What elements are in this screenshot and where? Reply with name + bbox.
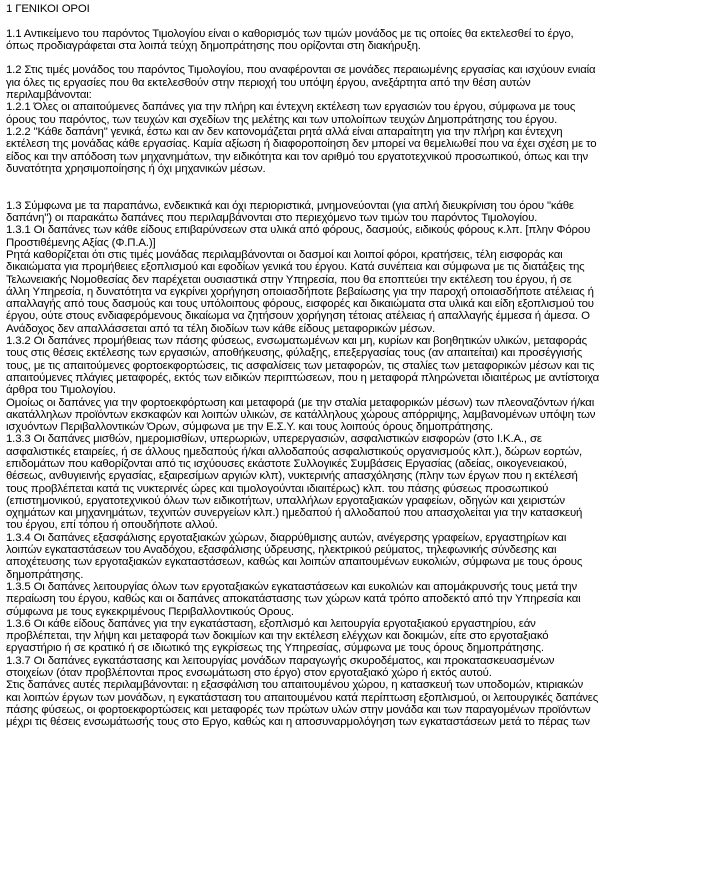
paragraph-1-2 [6, 64, 714, 175]
text-line: δικαιώματα για προμήθειες εξοπλισμού και εφοδίων γενικά του έργου. Κατά συνέπεια και σύμφωνα με τις διατάξεις της [6, 261, 585, 274]
text-line: 1.3.4 Οι δαπάνες εξασφάλισης εργοταξιακών χώρων, διαρρύθμισης αυτών, ανέγερσης γραφείων, εργαστηρίων και [6, 531, 567, 544]
spacer [6, 52, 714, 64]
text-line: 1.3.7 Οι δαπάνες εγκατάστασης και λειτουργίας μονάδων παραγωγής σκυροδέματος, και προκατασκευασμένων [6, 654, 555, 667]
text-line: 1.3.3 Οι δαπάνες μισθών, ημερομισθίων, υπερωριών, υπερεργασιών, ασφαλιστικών εισφορών (στο Ι.Κ.Α., σε [6, 433, 542, 446]
text-line: 1.3.5 Οι δαπάνες λειτουργίας όλων των εργοταξιακών εγκαταστάσεων και ευκολιών και απομάκρυνσής τους μετά την [6, 580, 577, 593]
text-line: του έργου, επί τόπου ή οπουδήποτε αλλού. [6, 519, 218, 532]
text-line: δημοπράτησης. [6, 568, 84, 581]
text-line: μέχρι τις θέσεις ενσωμάτωσής τους στο Εργο, καθώς και η αποσυναρμολόγηση των εγκαταστάσεων μετά το πέρας των [6, 716, 590, 729]
text-line: απαλλαγής από τους δασμούς και τους υπόλοιπους φόρους, εισφορές και δικαιώματα στα υλικά και είδη εξοπλισμού του [6, 298, 594, 311]
text-line: προβλέπεται, την λήψη και μεταφορά των δοκιμίων και την εκτέλεση ελέγχων και δοκιμών, είτε στο εργοταξιακό [6, 630, 549, 643]
text-line: ακατάλληλων προϊόντων εκσκαφών και λοιπών υλικών, σε κατάλληλους χώρους απόρριψης, λαμβανομένων υπόψη των [6, 408, 596, 421]
text-line: επιδομάτων που καθορίζονται από τις ισχύουσες εκάστοτε Συλλογικές Συμβάσεις Εργασίας (αδείας, οικογενειακού, [6, 457, 567, 470]
text-line: θέσεως, ανθυγιεινής εργασίας, εξαιρεσίμων αργιών κλπ), νυκτερινής απασχόλησης (πλην των έργων που η εκτέλεσή [6, 470, 578, 483]
text-line: είδος και την απόδοση των μηχανημάτων, την ειδικότητα και τον αριθμό του εργατοτεχνικού προσωπικού, όπως και την [6, 150, 589, 163]
text-line: περαίωση του έργου, καθώς και οι δαπάνες αποκατάστασης των χώρων κατά τρόπο αποδεκτό από την Υπηρεσία και [6, 593, 581, 606]
text-line: και λοιπών έργων των μονάδων, η εγκατάσταση του απαιτουμένου κατά περίπτωση εξοπλισμού, οι λειτουργικές δαπάνες [6, 691, 599, 704]
text-line: 1.3.1 Οι δαπάνες των κάθε είδους επιβαρύνσεων στα υλικά από φόρους, δασμούς, ειδικούς φόρους κ.λπ. [πλην Φόρου [6, 224, 591, 237]
text-line: πάσης φύσεως, οι φορτοεκφορτώσεις και μεταφορές των πρώτων υλών στην μονάδα και των παραγομένων προϊόντων [6, 703, 591, 716]
text-line: έργου, ούτε στους ενδιαφερόμενους δικαίωμα να ζητήσουν χορήγηση τέτοιας ατέλειας ή απαλλαγής έμμεσα ή άμεσα. Ο [6, 310, 590, 323]
text-line: 1.2 Στις τιμές μονάδος του παρόντος Τιμολογίου, που αναφέρονται σε μονάδες περαιωμένης εργασίας και ισχύουν ενιαία [6, 64, 596, 77]
text-line: λοιπών εγκαταστάσεων του Αναδόχου, εξασφάλισης ύδρευσης, ηλεκτρικού ρεύματος, τηλεφωνικής σύνδεσης και [6, 544, 557, 557]
section-heading: 1 ΓΕΝΙΚΟΙ ΟΡΟΙ [6, 3, 90, 15]
text-line: Ρητά καθορίζεται ότι στις τιμές μονάδας περιλαμβάνονται οι δασμοί και λοιποί φόροι, κρατήσεις, τέλη εισφοράς και [6, 248, 563, 261]
text-line: εκτέλεση της μονάδας κάθε εργασίας. Καμία αξίωση ή διαφοροποίηση δεν μπορεί να θεμελιωθεί που να έχει σχέση με το [6, 138, 597, 151]
spacer [6, 15, 714, 27]
text-line: όπως προδιαγράφεται στα λοιπά τεύχη δημοπράτησης που ορίζονται στη διακήρυξη. [6, 39, 421, 52]
text-line: περιλαμβάνονται: [6, 89, 92, 102]
text-line: Προστιθέμενης Αξίας (Φ.Π.Α.)] [6, 236, 156, 249]
text-line: Ανάδοχος δεν απαλλάσσεται από τα τέλη διοδίων των κάθε είδους μεταφορικών μέσων. [6, 322, 436, 335]
paragraph-1-3 [6, 200, 714, 729]
text-line: οχημάτων και μηχανημάτων, τεχνιτών συνεργείων κλπ.) ημεδαπού ή αλλοδαπού που απασχολείται για την κατασκευή [6, 507, 583, 520]
text-line: (επιστημονικού, εργατοτεχνικού όλων των ειδικοτήτων, υπαλλήλων εργοταξιακών γραφείων, οδηγών και χειριστών [6, 494, 565, 507]
text-line: τους, με τις απαιτούμενες φορτοεκφορτώσεις, τις ασφαλίσεις των μεταφορών, τις σταλίες των μεταφορικών μέσων και τις [6, 359, 595, 372]
text-line: στοιχείων (όταν προβλέπονται προς ενσωμάτωση στο έργο) στον εργοταξιακό χώρο ή εκτός αυτού. [6, 667, 492, 680]
text-line: άλλη Υπηρεσία, η δυνατότητα να εγκρίνει χορήγηση οποιασδήποτε βεβαίωσης για την παροχή οποιασδήποτε ατέλειας ή [6, 285, 594, 298]
text-line: 1.3 Σύμφωνα με τα παραπάνω, ενδεικτικά και όχι περιοριστικά, μνημονεύονται (για απλή διευκρίνιση του όρου "κάθε [6, 199, 574, 212]
text-line: τους στις θέσεις εκτέλεσης των εργασιών, αποθήκευσης, φύλαξης, επεξεργασίας τους (αν απαιτείται) και προσέγγισής [6, 347, 583, 360]
text-line: 1.3.6 Οι κάθε είδους δαπάνες για την εγκατάσταση, εξοπλισμό και λειτουργία εργοταξιακού εργαστηρίου, εάν [6, 617, 536, 630]
text-line: 1.3.2 Οι δαπάνες προμήθειας των πάσης φύσεως, ενσωματωμένων και μη, κυρίων και βοηθητικών υλικών, μεταφοράς [6, 335, 587, 348]
text-line: σύμφωνα με τους εγκεκριμένους Περιβαλλοντικούς Ορους. [6, 605, 294, 618]
text-line: δυνατότητα χρησιμοποίησης ή όχι μηχανικών μέσων. [6, 162, 266, 175]
spacer [6, 175, 714, 200]
text-line: 1.2.2 "Κάθε δαπάνη" γενικά, έστω και αν δεν κατονομάζεται ρητά αλλά είναι απαραίτητη για την πλήρη και έντεχνη [6, 125, 563, 138]
text-line: ασφαλιστικές εταιρείες, ή σε άλλους ημεδαπούς ή/και αλλοδαπούς ασφαλιστικούς οργανισμούς κλπ.), δώρων εορτών, [6, 445, 583, 458]
text-line: δαπάνη") οι παρακάτω δαπάνες που περιλαμβάνονται στο περιεχόμενο των τιμών του παρόντος Τιμολογίου. [6, 212, 538, 225]
text-line: όρους του παρόντος, των τευχών και σχεδίων της μελέτης και των υπολοίπων τευχών Δημοπράτησης του έργου. [6, 113, 558, 126]
text-line: για όλες τις εργασίες που θα εκτελεσθούν στην περιοχή του υπόψη έργου, ανεξάρτητα από την θέση αυτών [6, 76, 531, 89]
text-line: ισχυόντων Περιβαλλοντικών Όρων, σύμφωνα με την Ε.Σ.Υ. και τους λοιπούς όρους δημοπράτησης. [6, 421, 494, 434]
text-line: 1.1 Αντικείμενο του παρόντος Τιμολογίου είναι ο καθορισμός των τιμών μονάδος με τις οποίες θα εκτελεσθεί το έργο, [6, 27, 574, 40]
text-line: Τελωνειακής Νομοθεσίας δεν παρέχεται ουσιαστικά στην Υπηρεσία, που θα εποπτεύει την εκτέλεση του έργου, ή σε [6, 273, 572, 286]
text-line: 1.2.1 Όλες οι απαιτούμενες δαπάνες για την πλήρη και έντεχνη εκτέλεση των εργασιών του έργου, σύμφωνα με τους [6, 101, 576, 114]
text-line: αποχέτευσης των εργοταξιακών εγκαταστάσεων, καθώς και λοιπών απαιτουμένων ευκολιών, σύμφωνα με τους όρους [6, 556, 583, 569]
paragraph-1-1 [6, 28, 714, 53]
text-line: απαιτούμενες πλάγιες μεταφορές, εκτός των ειδικών περιπτώσεων, που η μεταφορά πληρώνεται ιδιαιτέρως με αντίστοιχα [6, 371, 600, 384]
text-line: εργαστήριο ή σε κρατικό ή σε ιδιωτικό της εγκρίσεως της Υπηρεσίας, σύμφωνα με τους όρους δημοπράτησης. [6, 642, 544, 655]
text-line: τους προβλέπεται κατά τις νυκτερινές ώρες και τιμολογούνται ιδιαιτέρως) κλπ. του πάσης φύσεως προσωπικού [6, 482, 549, 495]
text-line: Στις δαπάνες αυτές περιλαμβάνονται: η εξασφάλιση του απαιτουμένου χώρου, η κατασκευή των υποδομών, κτιριακών [6, 679, 584, 692]
text-line: άρθρα του Τιμολογίου. [6, 384, 116, 397]
text-line: Ομοίως οι δαπάνες για την φορτοεκφόρτωση και μεταφορά (με την σταλία μεταφορικών μέσων) των πλεοναζόντων ή/και [6, 396, 595, 409]
